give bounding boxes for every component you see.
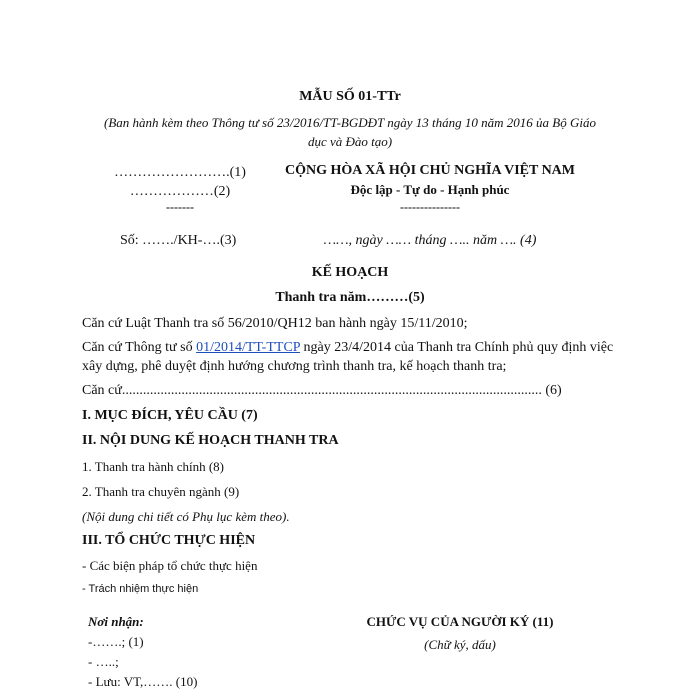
implementation-measures: - Các biện pháp tổ chức thực hiện: [82, 558, 258, 573]
circular-link[interactable]: 01/2014/TT-TTCP: [196, 340, 301, 355]
implementation-responsibility: - Trách nhiệm thực hiện: [82, 583, 199, 595]
basis-circular-line2: xây dựng, phê duyệt định hướng chương trình thanh tra, kế hoạch thanh tra;: [82, 359, 507, 374]
recipients-heading: Nơi nhận:: [88, 614, 144, 629]
recipient-line: - …..;: [88, 654, 119, 669]
section-purpose: I. MỤC ĐÍCH, YÊU CẦU (7): [82, 408, 258, 423]
left-header: [100, 165, 260, 215]
basis-circular: Căn cứ Thông tư số 01/2014/TT-TTCP ngày 23/4/2014 của Thanh tra Chính phủ quy định việc: [82, 340, 614, 355]
agency-parent: …………………….(1): [114, 165, 246, 180]
left-header-rule: -------: [166, 200, 194, 214]
content-item-administrative: 1. Thanh tra hành chính (8): [82, 459, 224, 474]
form-code: MẪU SỐ 01-TTr: [299, 89, 401, 104]
date-line: ……, ngày …… tháng ….. năm …. (4): [323, 233, 537, 248]
recipient-line: - Lưu: VT,……. (10): [88, 674, 198, 689]
country-name: CỘNG HÒA XÃ HỘI CHỦ NGHĨA VIỆT NAM: [284, 163, 575, 178]
section-content: II. NỘI DUNG KẾ HOẠCH THANH TRA: [82, 433, 339, 448]
signer-title: CHỨC VỤ CỦA NGƯỜI KÝ (11): [366, 614, 554, 629]
signature-note: (Chữ ký, dấu): [424, 637, 496, 652]
right-header-rule: ---------------: [400, 200, 460, 214]
basis-law: Căn cứ Luật Thanh tra số 56/2010/QH12 ban hành ngày 15/11/2010;: [82, 316, 468, 331]
content-item-specialized: 2. Thanh tra chuyên ngành (9): [82, 484, 240, 499]
recipient-line: -…….; (1): [88, 634, 144, 649]
content-note: (Nội dung chi tiết có Phụ lục kèm theo).: [82, 509, 290, 524]
signer-block: [340, 614, 580, 653]
right-header: [280, 163, 580, 215]
section-implementation: III. TỔ CHỨC THỰC HIỆN: [82, 533, 256, 548]
agency-name: ………………(2): [129, 184, 231, 199]
document-title: KẾ HOẠCH: [311, 265, 389, 280]
doc-number: Số: ……./KH-….(3): [120, 233, 237, 248]
basis-other: Căn cứ........................................................................................................................ (6): [82, 383, 562, 398]
national-motto: Độc lập - Tự do - Hạnh phúc: [350, 182, 510, 197]
recipients-block: [88, 614, 197, 690]
issued-note: (Ban hành kèm theo Thông tư số 23/2016/TT-BGDĐT ngày 13 tháng 10 năm 2016 ủa Bộ Giáo dục và Đào tạo): [104, 115, 596, 149]
document-subtitle: Thanh tra năm………(5): [275, 290, 425, 305]
